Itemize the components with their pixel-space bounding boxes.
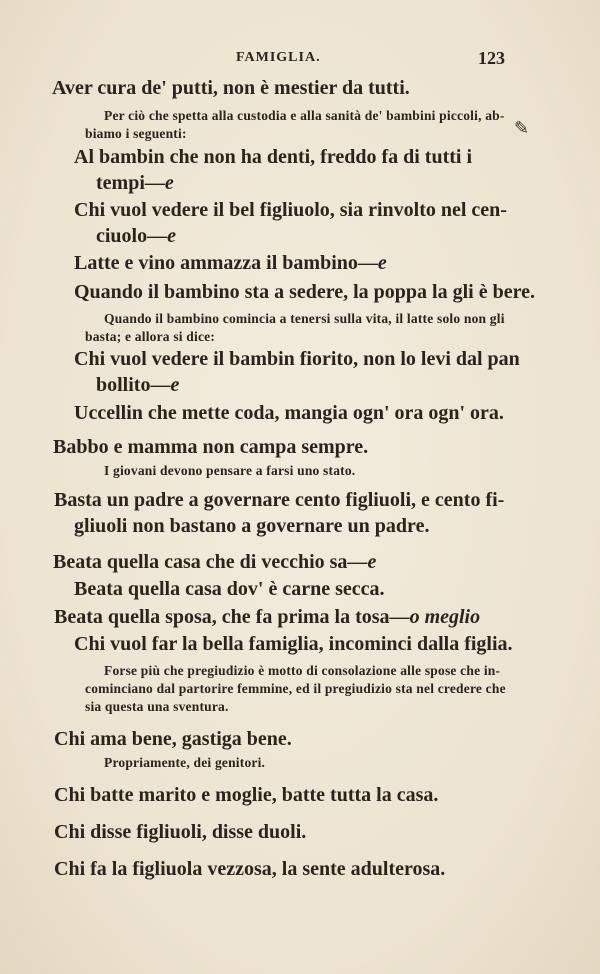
- proverb-line: Basta un padre a governare cento figliuoli, e cento fi-: [54, 489, 505, 511]
- proverb-line: gliuoli non bastano a governare un padre.: [74, 515, 430, 537]
- note-line: I giovani devono pensare a farsi uno stato.: [104, 463, 356, 478]
- proverb-text: tempi—: [96, 172, 165, 194]
- proverb-text: ciuolo—: [96, 225, 168, 247]
- proverb-line: [54, 606, 480, 629]
- note-line: basta; e allora si dice:: [85, 329, 216, 344]
- note-line: Quando il bambino comincia a tenersi sulla vita, il latte solo non gli: [104, 311, 505, 326]
- proverb-line: Chi vuol vedere il bel figliuolo, sia rinvolto nel cen-: [74, 199, 507, 221]
- note-line: Per ciò che spetta alla custodia e alla sanità de' bambini piccoli, ab-: [104, 108, 505, 123]
- proverb-line: [96, 225, 176, 248]
- proverb-line: Uccellin che mette coda, mangia ogn' ora ogn' ora.: [74, 402, 504, 424]
- variant-marker: e: [164, 172, 174, 194]
- proverb-line: [74, 252, 387, 275]
- proverb-line: [53, 551, 376, 574]
- proverb-text: bollito—: [96, 374, 171, 396]
- proverb-line: Chi vuol far la bella famiglia, incominci dalla figlia.: [74, 633, 513, 655]
- variant-marker: e: [167, 225, 177, 247]
- note-line: biamo i seguenti:: [85, 126, 187, 141]
- manuscript-mark-icon: ✎: [514, 118, 530, 138]
- proverb-line: Chi disse figliuoli, disse duoli.: [54, 821, 307, 843]
- proverb-line: Aver cura de' putti, non è mestier da tutti.: [52, 77, 410, 99]
- proverb-text: Beata quella sposa, che fa prima la tosa—: [54, 606, 410, 628]
- proverb-line: Beata quella casa dov' è carne secca.: [74, 578, 385, 600]
- proverb-line: Chi vuol vedere il bambin fiorito, non lo levi dal pan: [74, 348, 520, 370]
- proverb-line: Chi fa la figliuola vezzosa, la sente adulterosa.: [54, 858, 446, 880]
- proverb-line: Al bambin che non ha denti, freddo fa di tutti i: [74, 146, 473, 168]
- running-head: FAMIGLIA.: [236, 50, 321, 65]
- proverb-line: Chi ama bene, gastiga bene.: [54, 728, 292, 750]
- variant-marker: o meglio: [409, 606, 481, 628]
- page-number: 123: [478, 48, 505, 68]
- note-line: Propriamente, dei genitori.: [104, 755, 266, 770]
- variant-marker: e: [367, 551, 377, 573]
- proverb-line: Quando il bambino sta a sedere, la poppa la gli è bere.: [74, 281, 535, 303]
- proverb-line: [96, 374, 179, 397]
- variant-marker: e: [170, 374, 180, 396]
- note-line: Forse più che pregiudizio è motto di consolazione alle spose che in-: [104, 663, 501, 678]
- page-header: [0, 48, 600, 72]
- proverb-line: [96, 172, 174, 195]
- proverb-text: Beata quella casa che di vecchio sa—: [53, 551, 368, 573]
- proverb-line: Chi batte marito e moglie, batte tutta la casa.: [54, 784, 439, 806]
- proverb-text: Latte e vino ammazza il bambino—: [74, 252, 378, 274]
- note-line: cominciano dal partorire femmine, ed il pregiudizio sta nel credere che: [85, 681, 506, 696]
- variant-marker: e: [377, 252, 387, 274]
- note-line: sia questa una sventura.: [85, 699, 229, 714]
- proverb-line: Babbo e mamma non campa sempre.: [53, 436, 369, 458]
